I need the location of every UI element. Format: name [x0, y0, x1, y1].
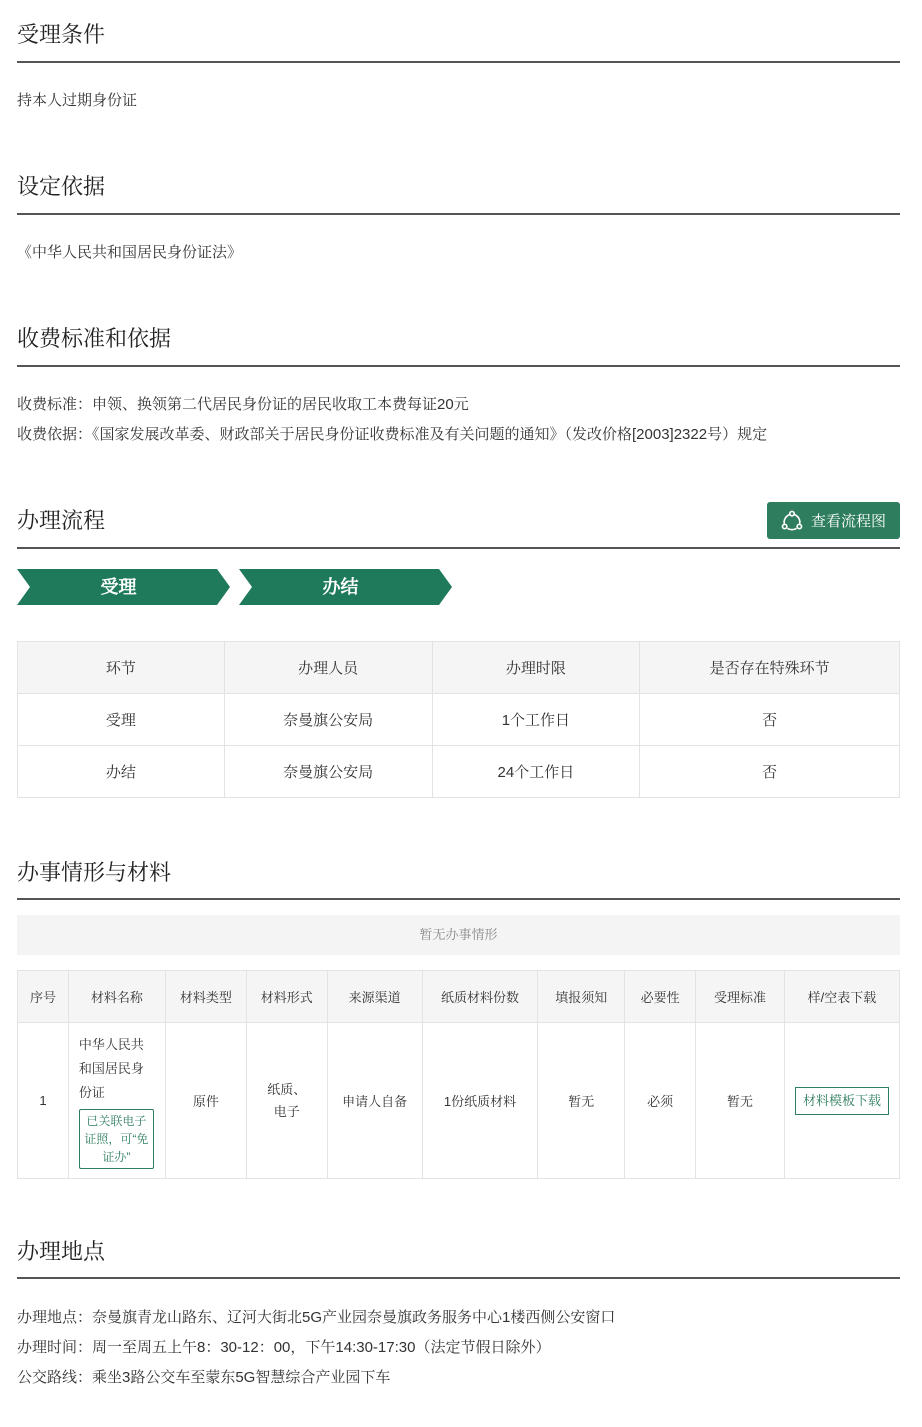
material-type: 原件: [165, 1023, 246, 1179]
step-label: 受理: [100, 577, 137, 597]
view-flowchart-button[interactable]: [767, 502, 900, 539]
material-standard: 暂无: [696, 1023, 785, 1179]
divider: [17, 365, 900, 367]
table-header: 必要性: [625, 971, 696, 1023]
material-form: 纸质、电子: [246, 1023, 327, 1179]
divider: [17, 61, 900, 63]
table-cell: 受理: [18, 694, 225, 746]
material-source: 申请人自备: [327, 1023, 422, 1179]
material-name: 中华人民共和国居民身份证: [78, 1036, 144, 1100]
material-copies: 1份纸质材料: [422, 1023, 538, 1179]
table-cell: 1个工作日: [432, 694, 640, 746]
process-table: [17, 641, 900, 798]
materials-table: [17, 970, 900, 1179]
table-header: 样/空表下载: [784, 971, 899, 1023]
fees-standard: 收费标准：申领、换领第二代居民身份证的居民收取工本费每证20元: [17, 396, 469, 413]
basis-title: 设定依据: [17, 174, 106, 199]
table-header: 办理人员: [224, 642, 432, 694]
table-header: 来源渠道: [327, 971, 422, 1023]
table-header: 材料类型: [165, 971, 246, 1023]
table-cell: 办结: [18, 746, 225, 798]
location-title: 办理地点: [17, 1239, 106, 1264]
table-header-row: [18, 971, 900, 1023]
share-nodes-icon: [781, 510, 803, 532]
table-header: 是否存在特殊环节: [640, 642, 900, 694]
material-download-cell: [784, 1023, 899, 1179]
table-header: 序号: [18, 971, 69, 1023]
process-step-accept: [17, 569, 230, 605]
step-label: 办结: [322, 577, 359, 597]
table-cell: 24个工作日: [432, 746, 640, 798]
table-cell: 奈曼旗公安局: [224, 694, 432, 746]
table-header: 环节: [18, 642, 225, 694]
divider: [17, 213, 900, 215]
table-header: 材料名称: [68, 971, 165, 1023]
template-download-button[interactable]: 材料模板下载: [795, 1087, 889, 1115]
conditions-title: 受理条件: [17, 22, 106, 47]
material-notice: 暂无: [538, 1023, 625, 1179]
material-name-cell: [68, 1023, 165, 1179]
table-header-row: [18, 642, 900, 694]
material-required: 必须: [625, 1023, 696, 1179]
divider: [17, 1277, 900, 1279]
basis-text: 《中华人民共和国居民身份证法》: [17, 244, 243, 261]
divider: [17, 547, 900, 549]
divider: [17, 898, 900, 900]
table-cell: 否: [640, 694, 900, 746]
table-header: 材料形式: [246, 971, 327, 1023]
e-license-badge: 已关联电子证照，可“免证办”: [79, 1109, 154, 1169]
table-cell: 奈曼旗公安局: [224, 746, 432, 798]
location-hours: 办理时间：周一至周五上午8：30-12：00，下午14:30-17:30（法定节假日除外）: [17, 1339, 551, 1356]
fees-title: 收费标准和依据: [17, 326, 172, 351]
table-header: 纸质材料份数: [422, 971, 538, 1023]
table-header: 填报须知: [538, 971, 625, 1023]
material-index: 1: [18, 1023, 69, 1179]
table-row: [18, 746, 900, 798]
location-bus: 公交路线：乘坐3路公交车至蒙东5G智慧综合产业园下车: [17, 1369, 391, 1386]
process-title: 办理流程: [17, 508, 106, 533]
table-row: [18, 694, 900, 746]
materials-title: 办事情形与材料: [17, 860, 172, 885]
fees-basis: 收费依据：《国家发展改革委、财政部关于居民身份证收费标准及有关问题的通知》（发改价格[2003]2322号）规定: [17, 426, 768, 443]
table-cell: 否: [640, 746, 900, 798]
conditions-text: 持本人过期身份证: [17, 92, 138, 109]
table-header: 受理标准: [696, 971, 785, 1023]
location-address: 办理地点：奈曼旗青龙山路东、辽河大街北5G产业园奈曼旗政务服务中心1楼西侧公安窗口: [17, 1309, 616, 1326]
table-row: [18, 1023, 900, 1179]
process-step-complete: [239, 569, 452, 605]
view-flowchart-label: 查看流程图: [810, 513, 886, 530]
no-case-notice: 暂无办事情形: [17, 915, 900, 955]
table-header: 办理时限: [432, 642, 640, 694]
